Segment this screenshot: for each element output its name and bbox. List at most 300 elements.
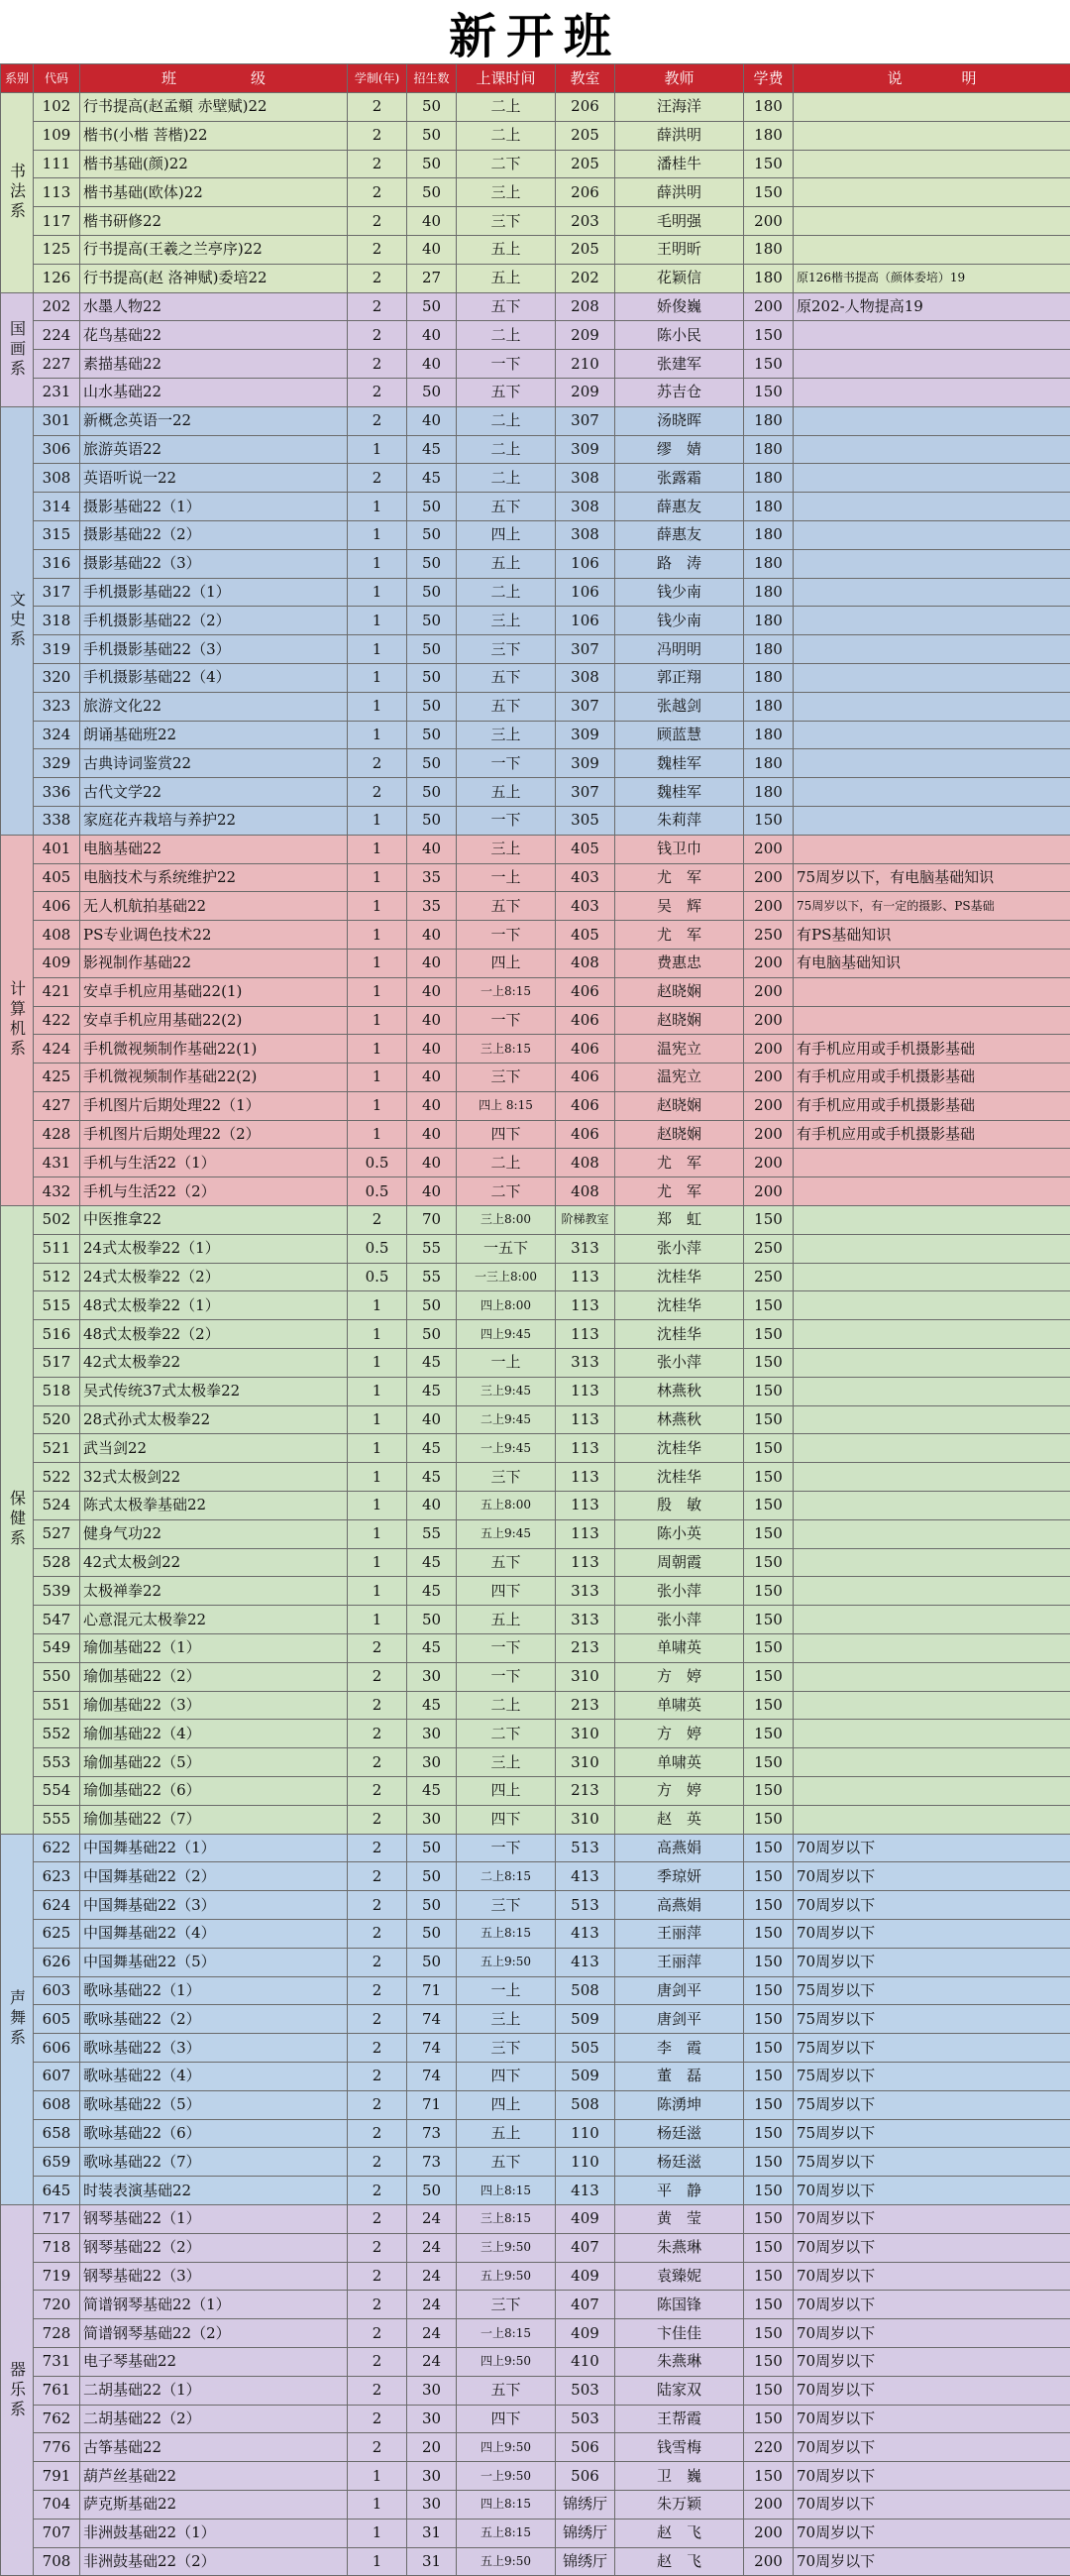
note-cell: 70周岁以下 bbox=[794, 2376, 1070, 2405]
years-cell: 2 bbox=[348, 1748, 407, 1777]
room-cell: 408 bbox=[556, 949, 615, 977]
note-cell bbox=[794, 378, 1070, 406]
class-time-cell: 三上8:15 bbox=[457, 1035, 556, 1064]
enroll-cell: 45 bbox=[407, 1577, 457, 1606]
class-name-cell: 钢琴基础22（2） bbox=[80, 2233, 348, 2262]
class-name-cell: 陈式太极拳基础22 bbox=[80, 1492, 348, 1520]
class-name-cell: 24式太极拳22（1） bbox=[80, 1234, 348, 1263]
code-cell: 405 bbox=[34, 863, 80, 892]
class-time-cell: 三上 bbox=[457, 1748, 556, 1777]
fee-cell: 150 bbox=[744, 150, 794, 178]
teacher-cell: 钱雪梅 bbox=[615, 2433, 744, 2462]
note-cell: 原202-人物提高19 bbox=[794, 292, 1070, 321]
teacher-cell: 郑 虹 bbox=[615, 1206, 744, 1235]
code-cell: 553 bbox=[34, 1748, 80, 1777]
room-cell: 206 bbox=[556, 178, 615, 207]
header-code: 代码 bbox=[34, 64, 80, 93]
enroll-cell: 40 bbox=[407, 835, 457, 863]
note-cell: 70周岁以下 bbox=[794, 2490, 1070, 2519]
room-cell: 阶梯教室 bbox=[556, 1206, 615, 1235]
fee-cell: 150 bbox=[744, 2262, 794, 2291]
room-cell: 113 bbox=[556, 1377, 615, 1405]
header-note: 说 明 bbox=[794, 64, 1070, 93]
note-cell bbox=[794, 350, 1070, 379]
table-row bbox=[1, 692, 1070, 721]
class-name-cell: 歌咏基础22（2） bbox=[80, 2005, 348, 2034]
fee-cell: 180 bbox=[744, 121, 794, 150]
room-cell: 313 bbox=[556, 1606, 615, 1634]
table-row bbox=[1, 235, 1070, 264]
fee-cell: 150 bbox=[744, 2291, 794, 2319]
room-cell: 锦绣厅 bbox=[556, 2547, 615, 2576]
years-cell: 1 bbox=[348, 1120, 407, 1149]
years-cell: 1 bbox=[348, 1091, 407, 1120]
class-name-cell: 手机与生活22（2） bbox=[80, 1177, 348, 1206]
room-cell: 506 bbox=[556, 2462, 615, 2491]
teacher-cell: 薛洪明 bbox=[615, 178, 744, 207]
enroll-cell: 40 bbox=[407, 1492, 457, 1520]
fee-cell: 250 bbox=[744, 1234, 794, 1263]
fee-cell: 250 bbox=[744, 921, 794, 950]
code-cell: 608 bbox=[34, 2090, 80, 2119]
note-cell bbox=[794, 549, 1070, 578]
room-cell: 409 bbox=[556, 2204, 615, 2233]
table-row bbox=[1, 292, 1070, 321]
teacher-cell: 陈小英 bbox=[615, 1519, 744, 1548]
code-cell: 550 bbox=[34, 1662, 80, 1691]
room-cell: 406 bbox=[556, 1091, 615, 1120]
code-cell: 527 bbox=[34, 1519, 80, 1548]
years-cell: 1 bbox=[348, 1349, 407, 1378]
class-name-cell: 歌咏基础22（5） bbox=[80, 2090, 348, 2119]
table-row bbox=[1, 1006, 1070, 1035]
table-row bbox=[1, 1035, 1070, 1064]
enroll-cell: 50 bbox=[407, 1291, 457, 1320]
class-name-cell: 28式孙式太极拳22 bbox=[80, 1405, 348, 1434]
teacher-cell: 尤 军 bbox=[615, 863, 744, 892]
class-time-cell: 四上9:50 bbox=[457, 2347, 556, 2376]
code-cell: 521 bbox=[34, 1434, 80, 1463]
dept-cell: 书法系 bbox=[1, 93, 34, 293]
teacher-cell: 朱万颖 bbox=[615, 2490, 744, 2519]
note-cell: 75周岁以下 bbox=[794, 1976, 1070, 2005]
fee-cell: 150 bbox=[744, 1720, 794, 1748]
teacher-cell: 殷 敏 bbox=[615, 1492, 744, 1520]
table-row bbox=[1, 835, 1070, 863]
class-time-cell: 五上 bbox=[457, 549, 556, 578]
class-time-cell: 二上 bbox=[457, 321, 556, 350]
room-cell: 113 bbox=[556, 1320, 615, 1349]
fee-cell: 150 bbox=[744, 1320, 794, 1349]
note-cell bbox=[794, 121, 1070, 150]
note-cell bbox=[794, 1463, 1070, 1492]
header-dept: 系别 bbox=[1, 64, 34, 93]
fee-cell: 150 bbox=[744, 1691, 794, 1720]
room-cell: 110 bbox=[556, 2148, 615, 2177]
code-cell: 231 bbox=[34, 378, 80, 406]
note-cell bbox=[794, 721, 1070, 749]
table-row bbox=[1, 663, 1070, 692]
enroll-cell: 50 bbox=[407, 578, 457, 607]
code-cell: 606 bbox=[34, 2034, 80, 2063]
class-time-cell: 五下 bbox=[457, 892, 556, 921]
code-cell: 117 bbox=[34, 207, 80, 236]
class-name-cell: 摄影基础22（3） bbox=[80, 549, 348, 578]
years-cell: 2 bbox=[348, 1691, 407, 1720]
teacher-cell: 董 磊 bbox=[615, 2062, 744, 2090]
class-name-cell: 手机摄影基础22（4） bbox=[80, 663, 348, 692]
course-table bbox=[0, 63, 1070, 2576]
room-cell: 202 bbox=[556, 264, 615, 292]
table-row bbox=[1, 2519, 1070, 2547]
teacher-cell: 王丽萍 bbox=[615, 1920, 744, 1949]
teacher-cell: 娇俊巍 bbox=[615, 292, 744, 321]
fee-cell: 150 bbox=[744, 1291, 794, 1320]
class-time-cell: 五上 bbox=[457, 264, 556, 292]
teacher-cell: 季琼妍 bbox=[615, 1862, 744, 1891]
class-name-cell: 朗诵基础班22 bbox=[80, 721, 348, 749]
fee-cell: 150 bbox=[744, 1891, 794, 1920]
enroll-cell: 20 bbox=[407, 2433, 457, 2462]
enroll-cell: 40 bbox=[407, 977, 457, 1006]
table-row bbox=[1, 1177, 1070, 1206]
enroll-cell: 40 bbox=[407, 1177, 457, 1206]
room-cell: 113 bbox=[556, 1291, 615, 1320]
teacher-cell: 卞佳佳 bbox=[615, 2319, 744, 2348]
class-name-cell: 手机图片后期处理22（1） bbox=[80, 1091, 348, 1120]
class-name-cell: 武当剑22 bbox=[80, 1434, 348, 1463]
note-cell: 70周岁以下 bbox=[794, 2291, 1070, 2319]
fee-cell: 180 bbox=[744, 635, 794, 664]
enroll-cell: 30 bbox=[407, 1662, 457, 1691]
years-cell: 1 bbox=[348, 1577, 407, 1606]
fee-cell: 150 bbox=[744, 1748, 794, 1777]
fee-cell: 150 bbox=[744, 2177, 794, 2205]
note-cell bbox=[794, 406, 1070, 435]
years-cell: 1 bbox=[348, 607, 407, 635]
fee-cell: 200 bbox=[744, 207, 794, 236]
class-time-cell: 五下 bbox=[457, 493, 556, 521]
teacher-cell: 单啸英 bbox=[615, 1691, 744, 1720]
years-cell: 2 bbox=[348, 1834, 407, 1862]
class-time-cell: 二上 bbox=[457, 578, 556, 607]
enroll-cell: 45 bbox=[407, 1634, 457, 1663]
class-time-cell: 二上 bbox=[457, 435, 556, 464]
room-cell: 313 bbox=[556, 1577, 615, 1606]
note-cell: 70周岁以下 bbox=[794, 1834, 1070, 1862]
class-time-cell: 五下 bbox=[457, 1548, 556, 1577]
table-row bbox=[1, 1948, 1070, 1976]
fee-cell: 180 bbox=[744, 493, 794, 521]
class-name-cell: 楷书基础(欧体)22 bbox=[80, 178, 348, 207]
teacher-cell: 周朝霞 bbox=[615, 1548, 744, 1577]
note-cell bbox=[794, 1662, 1070, 1691]
years-cell: 1 bbox=[348, 1434, 407, 1463]
class-time-cell: 五上 bbox=[457, 235, 556, 264]
enroll-cell: 40 bbox=[407, 1006, 457, 1035]
table-row bbox=[1, 1548, 1070, 1577]
note-cell: 有手机应用或手机摄影基础 bbox=[794, 1120, 1070, 1149]
enroll-cell: 40 bbox=[407, 1149, 457, 1177]
table-row bbox=[1, 1834, 1070, 1862]
code-cell: 102 bbox=[34, 93, 80, 122]
fee-cell: 150 bbox=[744, 350, 794, 379]
code-cell: 731 bbox=[34, 2347, 80, 2376]
table-row bbox=[1, 749, 1070, 778]
table-row bbox=[1, 2090, 1070, 2119]
class-time-cell: 一上9:50 bbox=[457, 2462, 556, 2491]
teacher-cell: 唐剑平 bbox=[615, 2005, 744, 2034]
room-cell: 508 bbox=[556, 2090, 615, 2119]
years-cell: 1 bbox=[348, 2519, 407, 2547]
class-name-cell: 安卓手机应用基础22(1) bbox=[80, 977, 348, 1006]
years-cell: 1 bbox=[348, 806, 407, 835]
enroll-cell: 50 bbox=[407, 520, 457, 549]
class-name-cell: 时装表演基础22 bbox=[80, 2177, 348, 2205]
enroll-cell: 55 bbox=[407, 1263, 457, 1291]
class-time-cell: 一三上8:00 bbox=[457, 1263, 556, 1291]
note-cell: 70周岁以下 bbox=[794, 2405, 1070, 2433]
years-cell: 1 bbox=[348, 835, 407, 863]
room-cell: 110 bbox=[556, 2119, 615, 2148]
enroll-cell: 71 bbox=[407, 2090, 457, 2119]
fee-cell: 180 bbox=[744, 663, 794, 692]
teacher-cell: 温宪立 bbox=[615, 1064, 744, 1092]
class-time-cell: 三下 bbox=[457, 1891, 556, 1920]
fee-cell: 200 bbox=[744, 1035, 794, 1064]
room-cell: 403 bbox=[556, 863, 615, 892]
class-time-cell: 一下 bbox=[457, 806, 556, 835]
table-row bbox=[1, 1805, 1070, 1834]
enroll-cell: 74 bbox=[407, 2034, 457, 2063]
class-name-cell: 心意混元太极拳22 bbox=[80, 1606, 348, 1634]
class-time-cell: 三上8:15 bbox=[457, 2204, 556, 2233]
code-cell: 645 bbox=[34, 2177, 80, 2205]
code-cell: 512 bbox=[34, 1263, 80, 1291]
code-cell: 603 bbox=[34, 1976, 80, 2005]
note-cell: 有PS基础知识 bbox=[794, 921, 1070, 950]
fee-cell: 200 bbox=[744, 2547, 794, 2576]
class-time-cell: 一上 bbox=[457, 1349, 556, 1378]
class-time-cell: 四上9:45 bbox=[457, 1320, 556, 1349]
code-cell: 125 bbox=[34, 235, 80, 264]
fee-cell: 150 bbox=[744, 1634, 794, 1663]
teacher-cell: 高燕娟 bbox=[615, 1834, 744, 1862]
note-cell: 70周岁以下 bbox=[794, 2262, 1070, 2291]
class-time-cell: 五上 bbox=[457, 778, 556, 807]
note-cell bbox=[794, 1149, 1070, 1177]
note-cell bbox=[794, 1748, 1070, 1777]
teacher-cell: 路 涛 bbox=[615, 549, 744, 578]
class-name-cell: 行书提高(赵孟頫 赤壁赋)22 bbox=[80, 93, 348, 122]
class-name-cell: 行书提高(王羲之兰亭序)22 bbox=[80, 235, 348, 264]
table-row bbox=[1, 1263, 1070, 1291]
class-name-cell: 太极禅拳22 bbox=[80, 1577, 348, 1606]
table-row bbox=[1, 2177, 1070, 2205]
table-row bbox=[1, 1748, 1070, 1777]
class-name-cell: 摄影基础22（1） bbox=[80, 493, 348, 521]
enroll-cell: 45 bbox=[407, 1691, 457, 1720]
class-time-cell: 四上8:15 bbox=[457, 2490, 556, 2519]
note-cell: 75周岁以下 bbox=[794, 2119, 1070, 2148]
class-time-cell: 三下 bbox=[457, 2291, 556, 2319]
years-cell: 2 bbox=[348, 378, 407, 406]
note-cell bbox=[794, 806, 1070, 835]
class-time-cell: 三下 bbox=[457, 207, 556, 236]
years-cell: 1 bbox=[348, 2490, 407, 2519]
years-cell: 2 bbox=[348, 321, 407, 350]
class-time-cell: 四上 bbox=[457, 1777, 556, 1806]
code-cell: 516 bbox=[34, 1320, 80, 1349]
class-name-cell: 歌咏基础22（6） bbox=[80, 2119, 348, 2148]
fee-cell: 150 bbox=[744, 1920, 794, 1949]
room-cell: 406 bbox=[556, 1064, 615, 1092]
note-cell bbox=[794, 1177, 1070, 1206]
class-name-cell: 萨克斯基础22 bbox=[80, 2490, 348, 2519]
class-name-cell: 古典诗词鉴赏22 bbox=[80, 749, 348, 778]
teacher-cell: 冯明明 bbox=[615, 635, 744, 664]
room-cell: 503 bbox=[556, 2376, 615, 2405]
teacher-cell: 汤晓晖 bbox=[615, 406, 744, 435]
note-cell: 70周岁以下 bbox=[794, 2177, 1070, 2205]
class-name-cell: 健身气功22 bbox=[80, 1519, 348, 1548]
class-time-cell: 五上 bbox=[457, 1606, 556, 1634]
class-time-cell: 五下 bbox=[457, 663, 556, 692]
room-cell: 309 bbox=[556, 721, 615, 749]
years-cell: 2 bbox=[348, 778, 407, 807]
class-name-cell: 摄影基础22（2） bbox=[80, 520, 348, 549]
years-cell: 2 bbox=[348, 1634, 407, 1663]
enroll-cell: 24 bbox=[407, 2291, 457, 2319]
class-name-cell: 瑜伽基础22（7） bbox=[80, 1805, 348, 1834]
class-time-cell: 二上 bbox=[457, 1691, 556, 1720]
class-name-cell: 非洲鼓基础22（1） bbox=[80, 2519, 348, 2547]
room-cell: 405 bbox=[556, 835, 615, 863]
teacher-cell: 张小萍 bbox=[615, 1577, 744, 1606]
code-cell: 555 bbox=[34, 1805, 80, 1834]
teacher-cell: 顾蓝慧 bbox=[615, 721, 744, 749]
teacher-cell: 花颖信 bbox=[615, 264, 744, 292]
class-name-cell: 手机与生活22（1） bbox=[80, 1149, 348, 1177]
fee-cell: 150 bbox=[744, 1206, 794, 1235]
code-cell: 421 bbox=[34, 977, 80, 1006]
years-cell: 2 bbox=[348, 264, 407, 292]
table-row bbox=[1, 1091, 1070, 1120]
note-cell: 75周岁以下，有电脑基础知识 bbox=[794, 863, 1070, 892]
enroll-cell: 30 bbox=[407, 2405, 457, 2433]
class-time-cell: 二下 bbox=[457, 1720, 556, 1748]
room-cell: 309 bbox=[556, 435, 615, 464]
fee-cell: 150 bbox=[744, 1405, 794, 1434]
note-cell bbox=[794, 1349, 1070, 1378]
room-cell: 锦绣厅 bbox=[556, 2490, 615, 2519]
room-cell: 509 bbox=[556, 2005, 615, 2034]
room-cell: 209 bbox=[556, 378, 615, 406]
room-cell: 409 bbox=[556, 2262, 615, 2291]
teacher-cell: 单啸英 bbox=[615, 1634, 744, 1663]
room-cell: 113 bbox=[556, 1405, 615, 1434]
fee-cell: 180 bbox=[744, 435, 794, 464]
years-cell: 1 bbox=[348, 863, 407, 892]
table-row bbox=[1, 1064, 1070, 1092]
table-row bbox=[1, 806, 1070, 835]
room-cell: 308 bbox=[556, 493, 615, 521]
class-time-cell: 一上9:45 bbox=[457, 1434, 556, 1463]
note-cell bbox=[794, 607, 1070, 635]
room-cell: 106 bbox=[556, 607, 615, 635]
class-time-cell: 五上8:15 bbox=[457, 2519, 556, 2547]
code-cell: 719 bbox=[34, 2262, 80, 2291]
teacher-cell: 温宪立 bbox=[615, 1035, 744, 1064]
code-cell: 762 bbox=[34, 2405, 80, 2433]
fee-cell: 150 bbox=[744, 321, 794, 350]
teacher-cell: 毛明强 bbox=[615, 207, 744, 236]
note-cell: 70周岁以下 bbox=[794, 2233, 1070, 2262]
room-cell: 413 bbox=[556, 1920, 615, 1949]
room-cell: 113 bbox=[556, 1263, 615, 1291]
room-cell: 310 bbox=[556, 1720, 615, 1748]
years-cell: 2 bbox=[348, 1206, 407, 1235]
teacher-cell: 袁臻妮 bbox=[615, 2262, 744, 2291]
class-time-cell: 三上8:00 bbox=[457, 1206, 556, 1235]
class-name-cell: 42式太极剑22 bbox=[80, 1548, 348, 1577]
years-cell: 2 bbox=[348, 2119, 407, 2148]
class-time-cell: 五下 bbox=[457, 2376, 556, 2405]
room-cell: 205 bbox=[556, 235, 615, 264]
class-name-cell: 旅游英语22 bbox=[80, 435, 348, 464]
fee-cell: 180 bbox=[744, 93, 794, 122]
enroll-cell: 50 bbox=[407, 549, 457, 578]
enroll-cell: 40 bbox=[407, 406, 457, 435]
teacher-cell: 沈桂华 bbox=[615, 1320, 744, 1349]
code-cell: 549 bbox=[34, 1634, 80, 1663]
teacher-cell: 苏吉仓 bbox=[615, 378, 744, 406]
note-cell bbox=[794, 520, 1070, 549]
class-name-cell: 简谱钢琴基础22（2） bbox=[80, 2319, 348, 2348]
fee-cell: 150 bbox=[744, 1463, 794, 1492]
room-cell: 106 bbox=[556, 578, 615, 607]
fee-cell: 180 bbox=[744, 549, 794, 578]
enroll-cell: 73 bbox=[407, 2148, 457, 2177]
fee-cell: 150 bbox=[744, 1349, 794, 1378]
note-cell bbox=[794, 1720, 1070, 1748]
years-cell: 2 bbox=[348, 2347, 407, 2376]
fee-cell: 180 bbox=[744, 464, 794, 493]
years-cell: 2 bbox=[348, 2148, 407, 2177]
teacher-cell: 沈桂华 bbox=[615, 1463, 744, 1492]
enroll-cell: 45 bbox=[407, 1548, 457, 1577]
code-cell: 422 bbox=[34, 1006, 80, 1035]
years-cell: 1 bbox=[348, 578, 407, 607]
class-name-cell: 二胡基础22（1） bbox=[80, 2376, 348, 2405]
enroll-cell: 30 bbox=[407, 1805, 457, 1834]
room-cell: 406 bbox=[556, 1120, 615, 1149]
class-name-cell: 48式太极拳22（2） bbox=[80, 1320, 348, 1349]
table-row bbox=[1, 1405, 1070, 1434]
years-cell: 2 bbox=[348, 1976, 407, 2005]
years-cell: 2 bbox=[348, 1920, 407, 1949]
table-row bbox=[1, 578, 1070, 607]
enroll-cell: 40 bbox=[407, 949, 457, 977]
code-cell: 728 bbox=[34, 2319, 80, 2348]
teacher-cell: 杨廷滋 bbox=[615, 2119, 744, 2148]
room-cell: 503 bbox=[556, 2405, 615, 2433]
enroll-cell: 27 bbox=[407, 264, 457, 292]
class-name-cell: 电脑基础22 bbox=[80, 835, 348, 863]
fee-cell: 150 bbox=[744, 178, 794, 207]
table-row bbox=[1, 2262, 1070, 2291]
teacher-cell: 赵 飞 bbox=[615, 2519, 744, 2547]
